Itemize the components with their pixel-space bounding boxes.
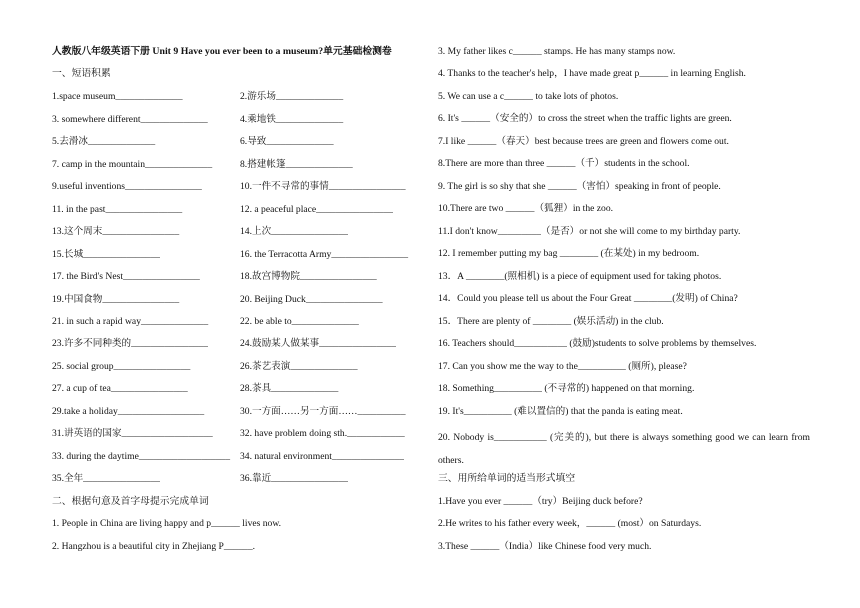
phrase-item: 21. in such a rapid way______________ xyxy=(52,316,209,327)
phrase-item: 4.乘地铁______________ xyxy=(240,114,344,125)
fill-item: 12. I remember putting my bag ________ (在某处) in my bedroom. xyxy=(438,248,700,259)
fill-item: 10.There are two ______（狐狸）in the zoo. xyxy=(438,203,614,214)
fill-item: 1.Have you ever ______（try）Beijing duck before? xyxy=(438,496,643,507)
phrase-item: 24.鼓励某人做某事________________ xyxy=(240,338,396,349)
fill-item: 5. We can use a c______ to take lots of photos. xyxy=(438,91,619,102)
phrase-item: 22. be able to______________ xyxy=(240,316,359,327)
phrase-item: 14.上次________________ xyxy=(240,226,348,237)
section-2-heading: 二、根据句意及首字母提示完成单词 xyxy=(52,496,209,507)
phrase-item: 17. the Bird's Nest________________ xyxy=(52,271,200,282)
fill-item: 3. My father likes c______ stamps. He has many stamps now. xyxy=(438,46,676,57)
fill-item: 14．Could you please tell us about the Four Great ________(发明) of China? xyxy=(438,293,738,304)
phrase-item: 15.长城________________ xyxy=(52,249,160,260)
fill-item: 13．A ________(照相机) is a piece of equipment used for taking photos. xyxy=(438,271,722,282)
phrase-item: 28.茶具______________ xyxy=(240,383,339,394)
fill-item: 2. Hangzhou is a beautiful city in Zhejiang P______. xyxy=(52,541,256,552)
phrase-item: 1.space museum______________ xyxy=(52,91,183,102)
phrase-item: 29.take a holiday__________________ xyxy=(52,406,205,417)
phrase-item: 2.游乐场______________ xyxy=(240,91,344,102)
phrase-item: 12. a peaceful place________________ xyxy=(240,204,393,215)
phrase-item: 27. a cup of tea________________ xyxy=(52,383,188,394)
phrase-item: 7. camp in the mountain______________ xyxy=(52,159,213,170)
phrase-item: 34. natural environment_______________ xyxy=(240,451,404,462)
fill-item: 11.I don't know_________（是否）or not she will come to my birthday party. xyxy=(438,226,741,237)
fill-item: 7.I like ______（春天）best because trees are green and flowers come out. xyxy=(438,136,729,147)
fill-item: 1. People in China are living happy and p______ lives now. xyxy=(52,518,282,529)
phrase-item: 36.靠近________________ xyxy=(240,473,348,484)
phrase-item: 33. during the daytime___________________ xyxy=(52,451,230,462)
phrase-item: 8.搭建帐篷______________ xyxy=(240,159,353,170)
fill-item: 3.These ______（India）like Chinese food very much. xyxy=(438,541,652,552)
phrase-item: 3. somewhere different______________ xyxy=(52,114,208,125)
phrase-item: 23.许多不同种类的________________ xyxy=(52,338,208,349)
worksheet-title: 人教版八年级英语下册 Unit 9 Have you ever been to a museum?单元基础检测卷 xyxy=(52,46,392,57)
phrase-item: 18.故宫博物院________________ xyxy=(240,271,377,282)
phrase-item: 5.去滑冰______________ xyxy=(52,136,156,147)
phrase-item: 9.useful inventions________________ xyxy=(52,181,202,192)
phrase-item: 19.中国食物________________ xyxy=(52,294,180,305)
phrase-item: 32. have problem doing sth.____________ xyxy=(240,428,405,439)
fill-item: 9. The girl is so shy that she ______（害怕）speaking in front of people. xyxy=(438,181,721,192)
phrase-item: 6.导致______________ xyxy=(240,136,334,147)
phrase-item: 10.一件不寻常的事情________________ xyxy=(240,181,406,192)
phrase-item: 25. social group________________ xyxy=(52,361,191,372)
fill-item: 2.He writes to his father every week，______ (most）on Saturdays. xyxy=(438,518,702,529)
section-1-heading: 一、短语积累 xyxy=(52,68,111,79)
fill-item: 18. Something__________ (不寻常的) happened on that morning. xyxy=(438,383,695,394)
phrase-item: 26.茶艺表演______________ xyxy=(240,361,358,372)
fill-item: 4. Thanks to the teacher's help，I have made great p______ in learning English. xyxy=(438,68,746,79)
phrase-item: 30.一方面……另一方面……__________ xyxy=(240,406,406,417)
phrase-item: 20. Beijing Duck________________ xyxy=(240,294,383,305)
fill-item: 15．There are plenty of ________ (娱乐活动) in the club. xyxy=(438,316,664,327)
phrase-item: 35.全年________________ xyxy=(52,473,160,484)
fill-item: 8.There are more than three ______（千）students in the school. xyxy=(438,158,690,169)
fill-item: 16. Teachers should___________ (鼓励)students to solve problems by themselves. xyxy=(438,338,757,349)
phrase-item: 31.讲英语的国家___________________ xyxy=(52,428,213,439)
section-3-heading: 三、用所给单词的适当形式填空 xyxy=(438,473,576,484)
phrase-item: 13.这个周末________________ xyxy=(52,226,180,237)
fill-item: 17. Can you show me the way to the__________ (厕所), please? xyxy=(438,361,687,372)
phrase-item: 11. in the past________________ xyxy=(52,204,183,215)
phrase-item: 16. the Terracotta Army________________ xyxy=(240,249,409,260)
fill-item: 20. Nobody is___________ (完美的), but there is always something good we can learn from others. xyxy=(438,432,810,466)
fill-item: 19. It's__________ (难以置信的) that the panda is eating meat. xyxy=(438,406,683,417)
fill-item: 6. It's ______（安全的）to cross the street when the traffic lights are green. xyxy=(438,113,732,124)
